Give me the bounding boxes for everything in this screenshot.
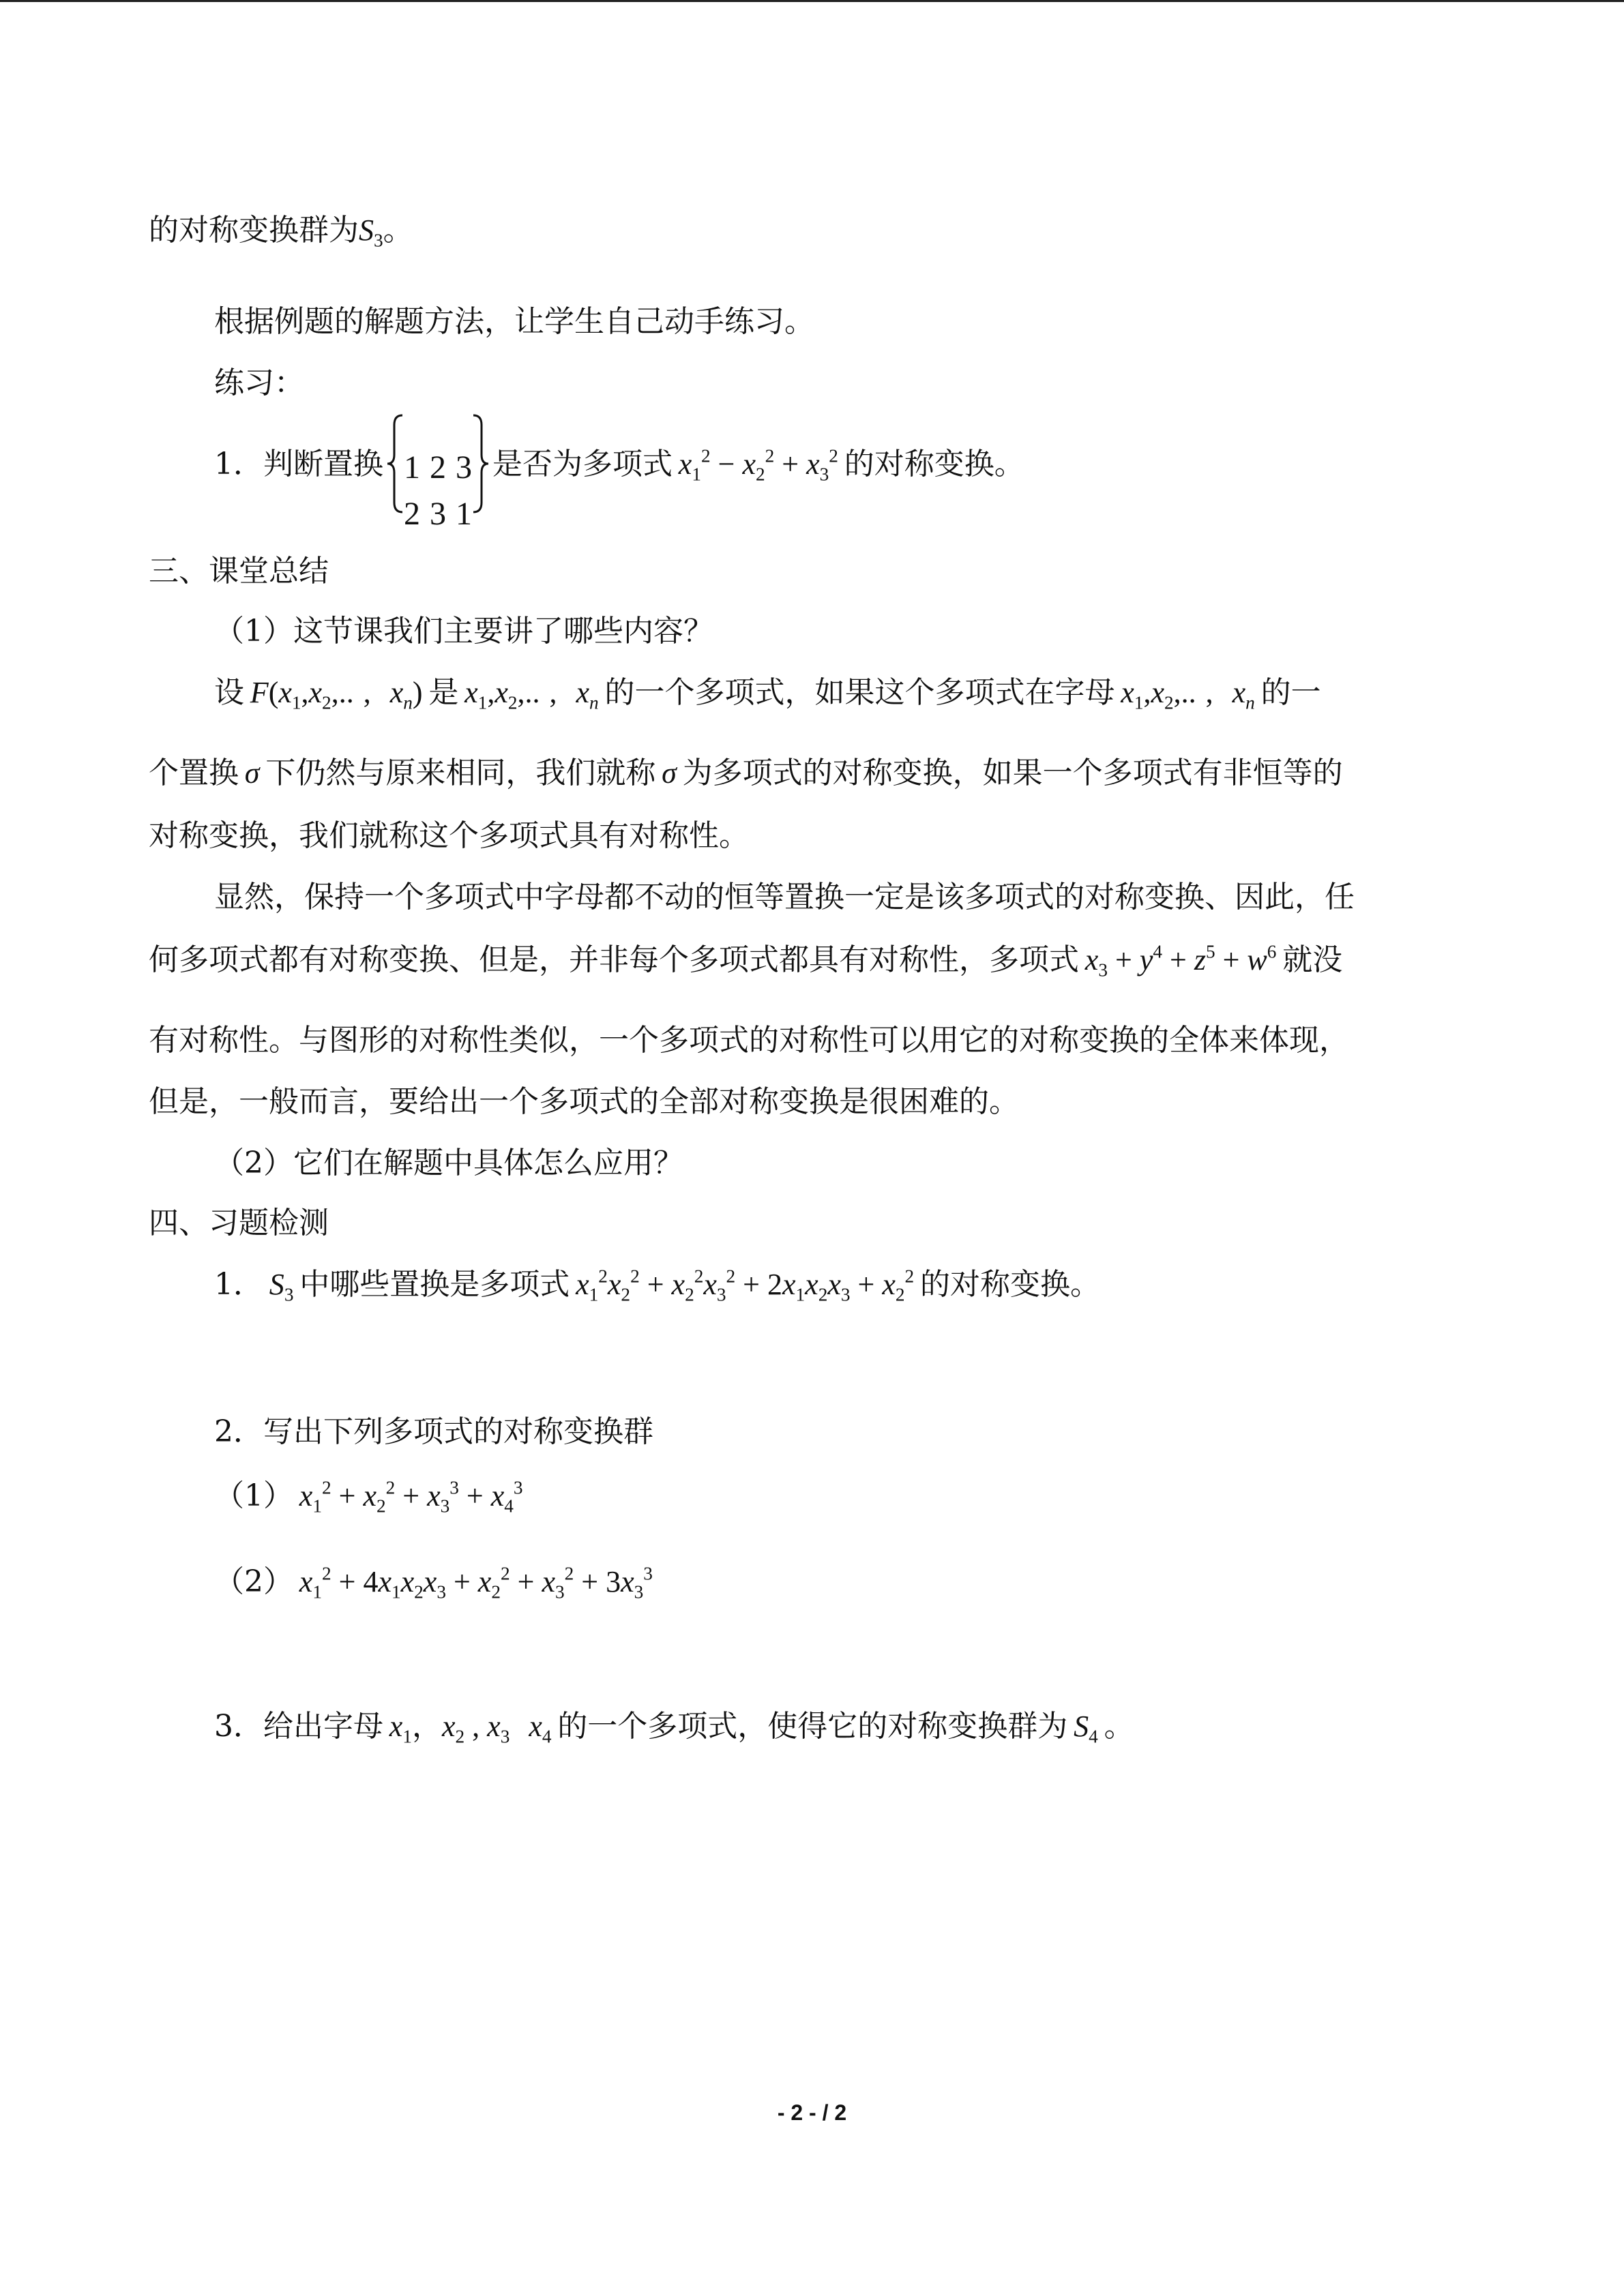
math-poly-example: $x_3 + y^4 + z^5 + w^6$	[1079, 941, 1277, 981]
text: 是否为多项式	[492, 447, 673, 481]
top-border	[0, 0, 1624, 2]
text: 的对称变换。	[919, 1267, 1100, 1302]
test-3	[214, 1709, 1134, 1745]
math-s3: $S_3$	[359, 213, 383, 251]
paragraph-line-4: 但是，一般而言，要给出一个多项式的全部对称变换是很困难的。	[149, 1084, 1019, 1119]
math-sigma: σ	[655, 756, 683, 790]
practice-label: 练习：	[214, 366, 304, 400]
text: （2）	[214, 1564, 293, 1599]
math-s4: $S_4$	[1067, 1710, 1098, 1747]
text: 下仍然与原来相同，我们就称	[265, 756, 656, 790]
text: 的一	[1260, 675, 1321, 710]
text: 。	[383, 213, 413, 248]
math-poly-item2: $x_1^2 + 4x_1x_2x_3 + x_2^2 + x_3^2 + 3x_3^3$	[293, 1563, 653, 1602]
text: 个置换	[149, 756, 239, 790]
permutation-matrix	[386, 415, 490, 532]
question-1: （1）这节课我们主要讲了哪些内容？	[214, 614, 713, 648]
text: 为多项式的对称变换，如果一个多项式有非恒等的	[682, 756, 1343, 790]
test-2-item-1	[214, 1478, 523, 1515]
math-vars: $x_1,x_2$,.. , $x_n$	[1114, 676, 1255, 713]
question-2: （2）它们在解题中具体怎么应用？	[214, 1146, 683, 1180]
text: 是	[428, 675, 459, 710]
math-poly-test1: $x_1^2x_2^2 + x_2^2x_3^2 + 2x_1x_2x_3 + x_2^2$	[570, 1266, 915, 1305]
paragraph-s3-group	[149, 213, 413, 249]
text: 。	[1104, 1709, 1134, 1744]
definition-line-3: 对称变换，我们就称这个多项式具有对称性。	[149, 818, 749, 853]
math-letters: $x_1$	[383, 1710, 412, 1747]
math-poly-ex1: $x_1^2 - x_2^2 + x_3^2$	[673, 445, 838, 485]
test-1	[214, 1267, 1100, 1303]
math-poly-item1: $x_1^2 + x_2^2 + x_3^3 + x_4^3$	[293, 1477, 523, 1517]
paragraph-line-1: 显然，保持一个多项式中字母都不动的恒等置换一定是该多项式的对称变换、因此，任	[214, 880, 1355, 914]
text: 3．给出字母	[214, 1709, 383, 1744]
text: 何多项式都有对称变换、但是，并非每个多项式都具有对称性，多项式	[149, 942, 1079, 977]
paragraph-line-2	[149, 942, 1342, 979]
text: 的一个多项式，使得它的对称变换群为	[557, 1709, 1068, 1744]
text: 1．	[214, 1267, 263, 1302]
text: 设	[214, 675, 244, 710]
page-number: - 2 - / 2	[777, 2100, 847, 2125]
test-2-title: 2．写出下列多项式的对称变换群	[214, 1414, 653, 1449]
paragraph-line-3: 有对称性。与图形的对称性类似，一个多项式的对称性可以用它的对称变换的全体来体现，	[149, 1023, 1349, 1058]
exercise-1	[214, 413, 1024, 532]
exercise-1-label: 1．判断置换	[214, 447, 383, 481]
text: 的一个多项式，如果这个多项式在字母	[604, 675, 1115, 710]
text: （1）	[214, 1478, 293, 1513]
text: 的对称变换。	[844, 447, 1024, 481]
math-s3: $S_3$	[263, 1268, 294, 1305]
math-sigma: σ	[239, 756, 266, 790]
text: 的对称变换群为	[149, 213, 359, 248]
right-brace-icon	[469, 413, 490, 515]
text: ，	[411, 1709, 442, 1744]
paragraph-practice-intro: 根据例题的解题方法，让学生自己动手练习。	[214, 304, 814, 339]
math-F: $F(x_1,x_2$,.. , $x_n$)	[244, 676, 423, 713]
definition-line-1	[214, 675, 1321, 711]
section-heading-summary: 三、课堂总结	[149, 554, 329, 588]
definition-line-2	[149, 756, 1343, 792]
permutation-top-row: 1 2 3	[404, 449, 473, 486]
test-2-item-2	[214, 1564, 653, 1600]
permutation-bottom-row: 2 3 1	[404, 495, 473, 532]
math-letters: $x_2$ , $x_3$ $x_4$	[441, 1710, 552, 1747]
text: 就没	[1282, 942, 1343, 977]
text: 中哪些置换是多项式	[299, 1267, 570, 1302]
math-vars: $x_1,x_2$,.. , $x_n$	[458, 676, 599, 713]
section-heading-exercises: 四、习题检测	[149, 1206, 329, 1240]
